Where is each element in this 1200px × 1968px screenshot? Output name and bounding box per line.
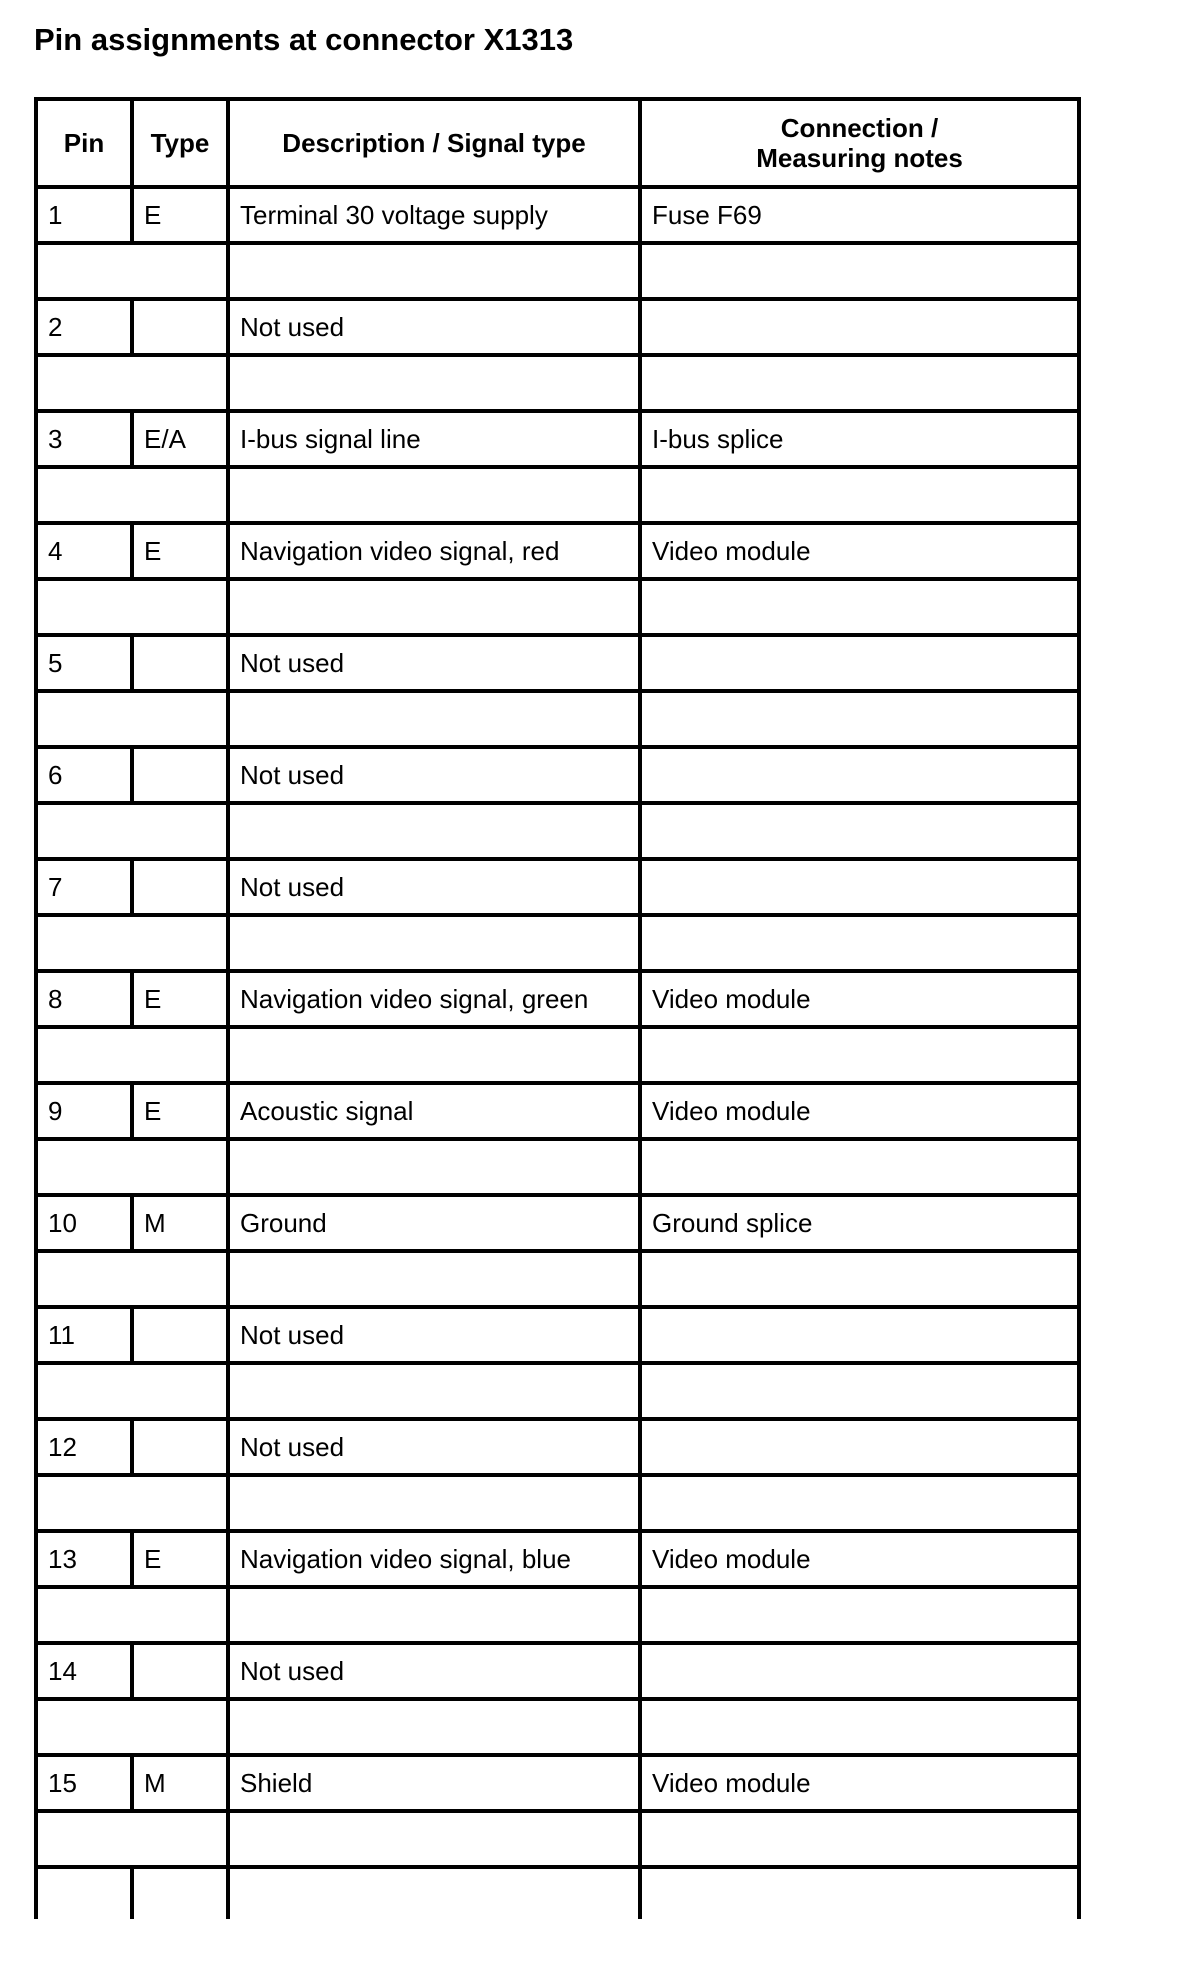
spacer-cell: [640, 1811, 1079, 1867]
empty-cell: [36, 1867, 132, 1919]
cell-type: [132, 1307, 228, 1363]
spacer-row: [36, 355, 1079, 411]
spacer-cell: [640, 803, 1079, 859]
cell-connection: [640, 859, 1079, 915]
spacer-cell: [228, 1251, 640, 1307]
spacer-cell: [36, 1139, 228, 1195]
spacer-cell: [228, 1587, 640, 1643]
spacer-row: [36, 1027, 1079, 1083]
header-connection: [640, 99, 1079, 187]
cell-description: Not used: [228, 635, 640, 691]
cell-pin: 8: [36, 971, 132, 1027]
spacer-cell: [36, 1587, 228, 1643]
pin-assignment-table: [34, 97, 1081, 1919]
cell-pin: 6: [36, 747, 132, 803]
table-row: [36, 299, 1079, 355]
cell-type: [132, 859, 228, 915]
spacer-cell: [640, 915, 1079, 971]
cell-description: Not used: [228, 1307, 640, 1363]
cell-connection: [640, 635, 1079, 691]
header-connection-line2: Measuring notes: [756, 143, 963, 173]
cell-description: Shield: [228, 1755, 640, 1811]
cell-connection: Fuse F69: [640, 187, 1079, 243]
cell-description: Not used: [228, 1643, 640, 1699]
cell-pin: 2: [36, 299, 132, 355]
spacer-cell: [640, 1699, 1079, 1755]
table-row: [36, 411, 1079, 467]
cell-description: Navigation video signal, blue: [228, 1531, 640, 1587]
spacer-cell: [36, 1251, 228, 1307]
table-row: [36, 187, 1079, 243]
table-row: [36, 523, 1079, 579]
spacer-cell: [640, 1251, 1079, 1307]
spacer-cell: [228, 1027, 640, 1083]
cell-description: Not used: [228, 747, 640, 803]
spacer-cell: [228, 1699, 640, 1755]
spacer-cell: [36, 1363, 228, 1419]
spacer-cell: [36, 915, 228, 971]
cell-connection: [640, 299, 1079, 355]
spacer-cell: [640, 355, 1079, 411]
cell-type: [132, 747, 228, 803]
cell-type: E: [132, 971, 228, 1027]
spacer-cell: [36, 1811, 228, 1867]
header-pin: Pin: [36, 99, 132, 187]
spacer-cell: [640, 691, 1079, 747]
spacer-row: [36, 691, 1079, 747]
spacer-row: [36, 1699, 1079, 1755]
spacer-cell: [640, 467, 1079, 523]
spacer-row: [36, 1139, 1079, 1195]
empty-cell: [228, 1867, 640, 1919]
page-title: Pin assignments at connector X1313: [34, 22, 574, 57]
cell-connection: Ground splice: [640, 1195, 1079, 1251]
cell-connection: I-bus splice: [640, 411, 1079, 467]
header-description: Description / Signal type: [228, 99, 640, 187]
cell-description: Terminal 30 voltage supply: [228, 187, 640, 243]
spacer-row: [36, 1475, 1079, 1531]
cell-description: Not used: [228, 859, 640, 915]
spacer-cell: [640, 579, 1079, 635]
table-row: [36, 1755, 1079, 1811]
cell-type: E: [132, 1083, 228, 1139]
spacer-cell: [228, 579, 640, 635]
cell-type: M: [132, 1755, 228, 1811]
table-header-row: [36, 99, 1079, 187]
cell-description: Not used: [228, 299, 640, 355]
cell-type: [132, 1643, 228, 1699]
spacer-cell: [228, 467, 640, 523]
cell-type: [132, 1419, 228, 1475]
cell-connection: Video module: [640, 1755, 1079, 1811]
spacer-cell: [36, 355, 228, 411]
cell-pin: 12: [36, 1419, 132, 1475]
spacer-cell: [228, 691, 640, 747]
table-row: [36, 747, 1079, 803]
spacer-cell: [228, 915, 640, 971]
spacer-cell: [228, 243, 640, 299]
cell-description: Not used: [228, 1419, 640, 1475]
cell-connection: [640, 1419, 1079, 1475]
spacer-cell: [640, 1027, 1079, 1083]
spacer-row: [36, 1587, 1079, 1643]
spacer-cell: [228, 1363, 640, 1419]
cell-type: E: [132, 187, 228, 243]
spacer-cell: [36, 691, 228, 747]
cell-pin: 5: [36, 635, 132, 691]
table-row: [36, 1307, 1079, 1363]
spacer-row: [36, 803, 1079, 859]
cell-connection: Video module: [640, 1531, 1079, 1587]
cell-description: Navigation video signal, red: [228, 523, 640, 579]
cell-pin: 10: [36, 1195, 132, 1251]
table-row: [36, 971, 1079, 1027]
spacer-row: [36, 579, 1079, 635]
cell-pin: 3: [36, 411, 132, 467]
spacer-cell: [640, 1363, 1079, 1419]
table-body: [36, 187, 1079, 1919]
cell-connection: [640, 747, 1079, 803]
spacer-cell: [36, 1475, 228, 1531]
spacer-cell: [228, 803, 640, 859]
cell-pin: 15: [36, 1755, 132, 1811]
cell-description: I-bus signal line: [228, 411, 640, 467]
cell-type: E: [132, 523, 228, 579]
cell-type: [132, 299, 228, 355]
empty-cell: [640, 1867, 1079, 1919]
cell-type: E/A: [132, 411, 228, 467]
cell-type: M: [132, 1195, 228, 1251]
spacer-cell: [36, 1699, 228, 1755]
spacer-row: [36, 915, 1079, 971]
cell-pin: 4: [36, 523, 132, 579]
cell-pin: 11: [36, 1307, 132, 1363]
spacer-cell: [36, 467, 228, 523]
spacer-row: [36, 1251, 1079, 1307]
spacer-cell: [228, 1139, 640, 1195]
spacer-cell: [36, 579, 228, 635]
spacer-row: [36, 243, 1079, 299]
header-type: Type: [132, 99, 228, 187]
table-row: [36, 635, 1079, 691]
cell-connection: Video module: [640, 523, 1079, 579]
table-row: [36, 1643, 1079, 1699]
cell-connection: Video module: [640, 1083, 1079, 1139]
spacer-cell: [228, 355, 640, 411]
spacer-row: [36, 1363, 1079, 1419]
cell-type: E: [132, 1531, 228, 1587]
spacer-cell: [36, 243, 228, 299]
spacer-cell: [36, 1027, 228, 1083]
spacer-cell: [228, 1475, 640, 1531]
table-row: [36, 1531, 1079, 1587]
spacer-cell: [640, 1475, 1079, 1531]
cell-type: [132, 635, 228, 691]
cell-pin: 9: [36, 1083, 132, 1139]
spacer-cell: [36, 803, 228, 859]
spacer-cell: [228, 1811, 640, 1867]
spacer-cell: [640, 243, 1079, 299]
header-connection-line1: Connection /: [780, 113, 939, 143]
cell-pin: 13: [36, 1531, 132, 1587]
empty-cell: [132, 1867, 228, 1919]
cell-pin: 7: [36, 859, 132, 915]
cell-connection: [640, 1307, 1079, 1363]
spacer-cell: [640, 1139, 1079, 1195]
cell-description: Navigation video signal, green: [228, 971, 640, 1027]
spacer-row: [36, 467, 1079, 523]
empty-table-row: [36, 1867, 1079, 1919]
cell-pin: 1: [36, 187, 132, 243]
cell-connection: [640, 1643, 1079, 1699]
table-row: [36, 1419, 1079, 1475]
cell-pin: 14: [36, 1643, 132, 1699]
spacer-cell: [640, 1587, 1079, 1643]
table-row: [36, 1083, 1079, 1139]
table-row: [36, 859, 1079, 915]
table-row: [36, 1195, 1079, 1251]
spacer-row: [36, 1811, 1079, 1867]
cell-connection: Video module: [640, 971, 1079, 1027]
cell-description: Acoustic signal: [228, 1083, 640, 1139]
cell-description: Ground: [228, 1195, 640, 1251]
